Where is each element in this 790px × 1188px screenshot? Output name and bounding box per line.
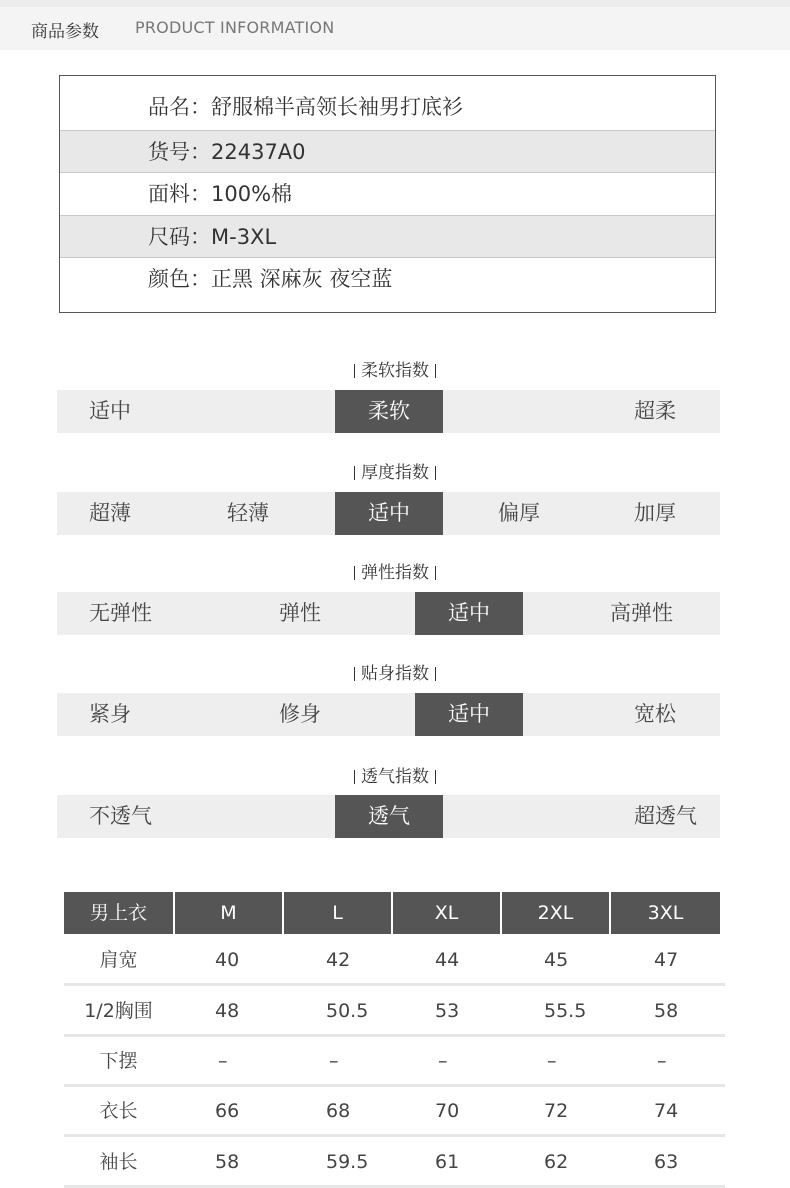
breathability-index-title: 透气指数 [0, 762, 790, 787]
header-cell: XL [393, 892, 500, 934]
scale-option: 不透气 [89, 804, 152, 828]
table-row [64, 936, 725, 986]
scale-option-selected: 适中 [415, 693, 523, 736]
info-value: 正黑 深麻灰 夜空蓝 [211, 267, 393, 291]
header-cell: L [284, 892, 391, 934]
table-cell: – [657, 1050, 667, 1072]
row-divider [64, 1134, 725, 1137]
section-title-cn: 商品参数 [31, 22, 99, 42]
table-cell: 61 [435, 1151, 460, 1173]
table-cell: 47 [654, 949, 679, 971]
elasticity-index-title: 弹性指数 [0, 558, 790, 583]
info-row-size: 尺码：M-3XL [60, 216, 715, 258]
table-cell: 55.5 [544, 1000, 587, 1022]
table-cell: – [438, 1050, 448, 1072]
elasticity-scale [57, 592, 720, 635]
header-cell: 3XL [611, 892, 720, 934]
table-cell: 74 [654, 1100, 679, 1122]
table-row [64, 1037, 725, 1087]
table-cell: 50.5 [326, 1000, 369, 1022]
table-cell: – [218, 1050, 228, 1072]
info-label: 尺码 [148, 225, 190, 249]
scale-option: 加厚 [634, 501, 676, 525]
table-cell: 72 [544, 1100, 569, 1122]
info-label: 颜色 [148, 267, 190, 291]
section-title-en: PRODUCT INFORMATION [135, 18, 335, 37]
info-value: 22437A0 [211, 140, 306, 164]
thickness-scale [57, 492, 720, 535]
table-cell: 58 [215, 1151, 240, 1173]
table-row [64, 1087, 725, 1137]
table-cell: 68 [326, 1100, 351, 1122]
table-cell: 48 [215, 1000, 240, 1022]
info-label: 货号 [148, 140, 190, 164]
info-value: 100%棉 [211, 182, 293, 206]
scale-option: 高弹性 [610, 601, 673, 625]
scale-option: 紧身 [89, 702, 131, 726]
row-label: 衣长 [99, 1100, 138, 1122]
thickness-index-title: 厚度指数 [0, 458, 790, 483]
table-cell: 40 [215, 949, 240, 971]
softness-scale [57, 390, 720, 433]
size-table-header [64, 892, 720, 934]
table-cell: 59.5 [326, 1151, 369, 1173]
scale-option-selected: 透气 [335, 795, 443, 838]
info-row-name: 品名：舒服棉半高领长袖男打底衫 [148, 95, 463, 119]
scale-option-selected: 适中 [415, 592, 523, 635]
scale-option-selected: 适中 [335, 492, 443, 535]
scale-option-selected: 柔软 [335, 390, 443, 433]
table-cell: – [547, 1050, 557, 1072]
header-cell: 男上衣 [64, 892, 173, 934]
table-cell: 42 [326, 949, 351, 971]
scale-option: 超薄 [89, 501, 131, 525]
table-cell: 45 [544, 949, 569, 971]
info-label: 面料 [148, 182, 190, 206]
table-row [64, 1138, 725, 1188]
scale-option: 轻薄 [227, 501, 269, 525]
table-cell: 70 [435, 1100, 460, 1122]
row-label: 袖长 [99, 1151, 138, 1173]
table-cell: 66 [215, 1100, 240, 1122]
softness-index-title: 柔软指数 [0, 356, 790, 381]
info-row-sku: 货号：22437A0 [60, 131, 715, 173]
row-divider [64, 983, 725, 986]
info-row-fabric: 面料：100%棉 [148, 182, 293, 206]
fit-index-title: 贴身指数 [0, 659, 790, 684]
scale-option: 无弹性 [89, 601, 152, 625]
header-cell: 2XL [502, 892, 609, 934]
section-header [0, 0, 790, 50]
row-label: 肩宽 [99, 949, 138, 971]
header-cell: M [175, 892, 282, 934]
scale-option: 适中 [89, 399, 131, 423]
table-cell: 53 [435, 1000, 460, 1022]
row-label: 下摆 [99, 1050, 138, 1072]
table-cell: 58 [654, 1000, 679, 1022]
info-row-color: 颜色：正黑 深麻灰 夜空蓝 [148, 267, 393, 291]
table-cell: – [329, 1050, 339, 1072]
scale-option: 偏厚 [498, 501, 540, 525]
table-cell: 62 [544, 1151, 569, 1173]
scale-option: 弹性 [279, 601, 321, 625]
info-label: 品名 [148, 95, 190, 119]
breathability-scale [57, 795, 720, 838]
table-cell: 44 [435, 949, 460, 971]
scale-option: 宽松 [634, 702, 676, 726]
table-row [64, 987, 725, 1037]
scale-option: 超透气 [634, 804, 697, 828]
info-value: 舒服棉半高领长袖男打底衫 [211, 95, 463, 119]
scale-option: 修身 [279, 702, 321, 726]
info-value: M-3XL [211, 225, 277, 249]
fit-scale [57, 693, 720, 736]
table-cell: 63 [654, 1151, 679, 1173]
row-label: 1/2胸围 [84, 1000, 153, 1022]
product-info-box [59, 75, 716, 313]
scale-option: 超柔 [634, 399, 676, 423]
